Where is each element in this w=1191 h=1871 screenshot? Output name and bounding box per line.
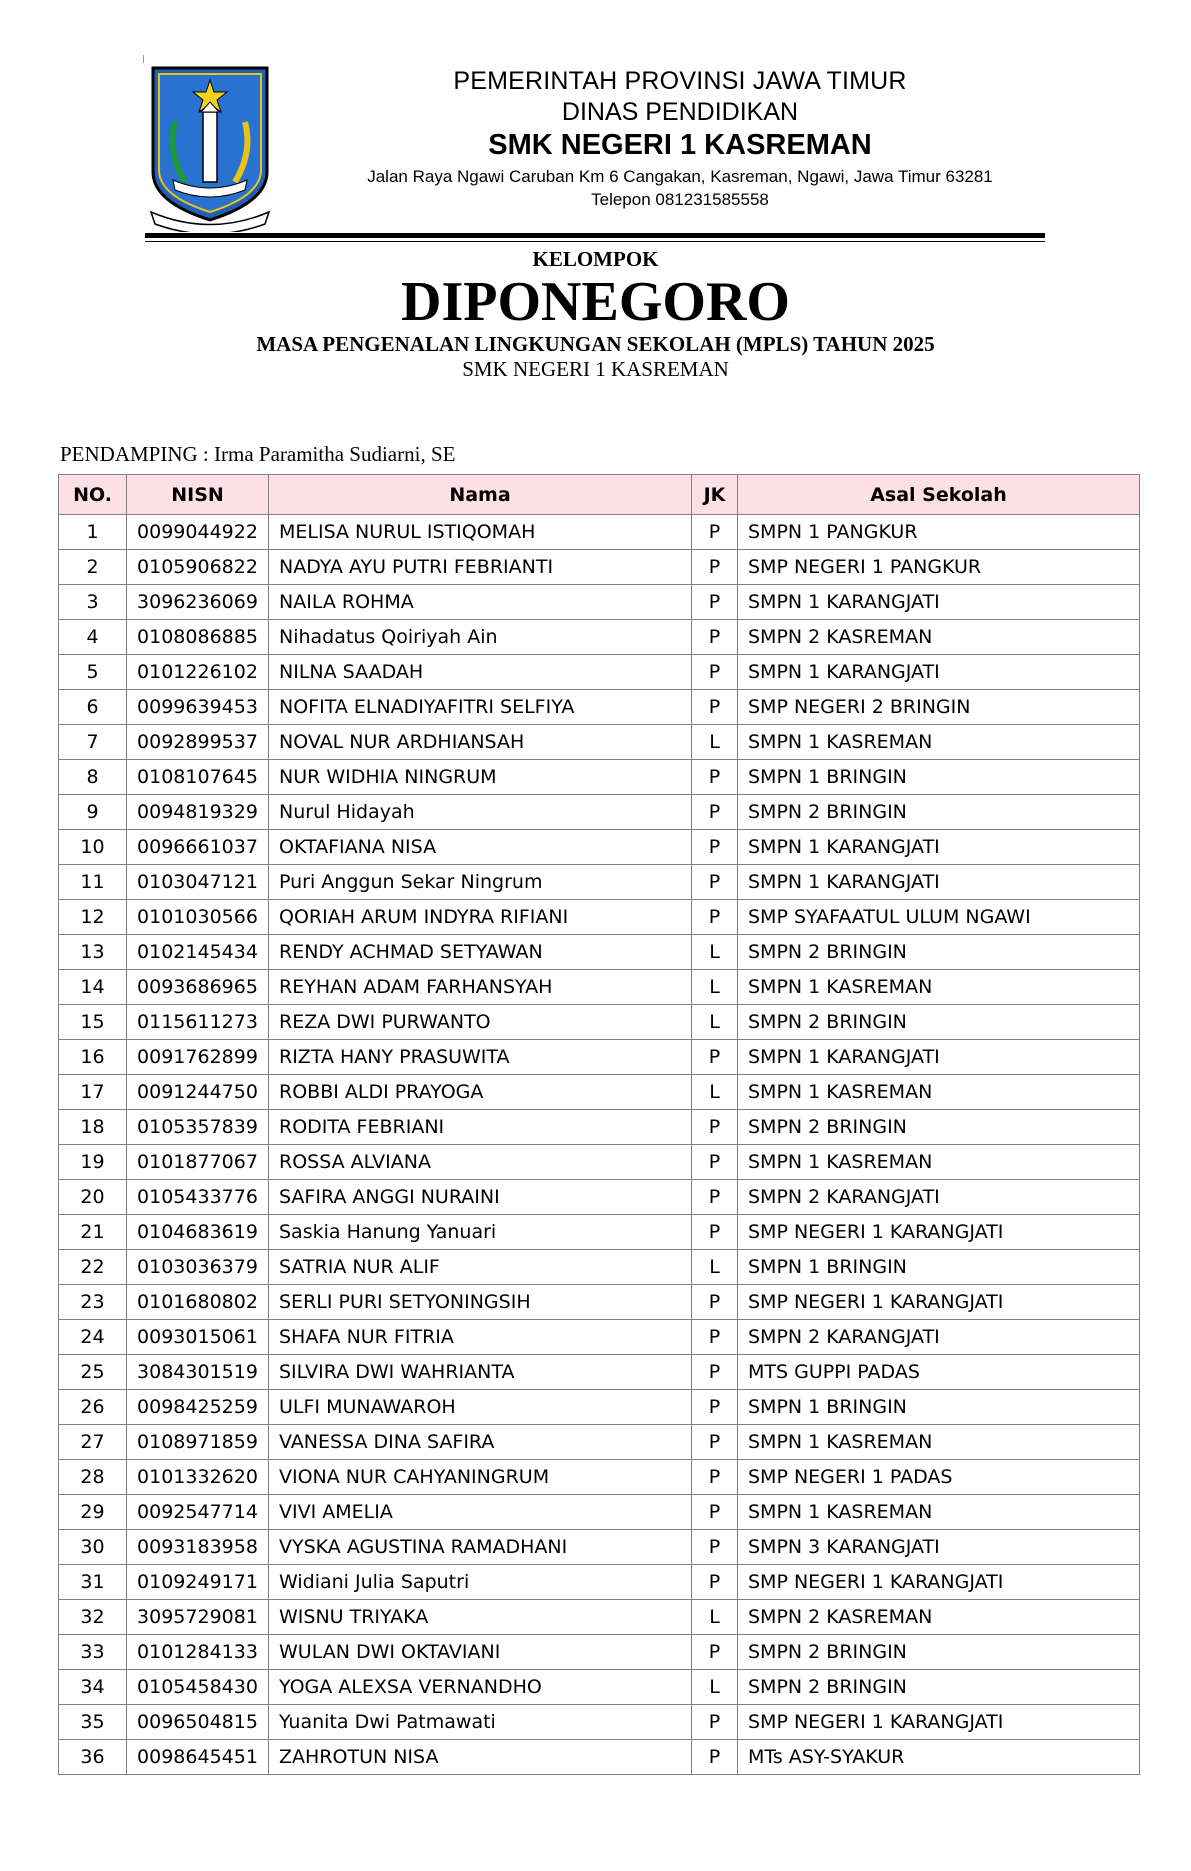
cell-nisn: 0099639453 xyxy=(127,690,269,725)
cell-jk: P xyxy=(692,655,738,690)
cell-jk: L xyxy=(692,1600,738,1635)
cell-asal-sekolah: SMPN 2 KARANGJATI xyxy=(738,1320,1140,1355)
cell-nisn: 0109249171 xyxy=(127,1565,269,1600)
cell-no: 11 xyxy=(59,865,127,900)
cell-nama: YOGA ALEXSA VERNANDHO xyxy=(269,1670,692,1705)
table-row xyxy=(59,830,1140,865)
cell-jk: P xyxy=(692,1565,738,1600)
cell-asal-sekolah: SMPN 1 KASREMAN xyxy=(738,1425,1140,1460)
cell-jk: P xyxy=(692,1425,738,1460)
cell-nama: ROBBI ALDI PRAYOGA xyxy=(269,1075,692,1110)
cell-nisn: 0099044922 xyxy=(127,515,269,550)
table-row xyxy=(59,1530,1140,1565)
cell-no: 4 xyxy=(59,620,127,655)
cell-no: 30 xyxy=(59,1530,127,1565)
cell-jk: P xyxy=(692,1180,738,1215)
student-roster-table xyxy=(58,474,1140,1775)
table-row xyxy=(59,690,1140,725)
cell-nama: Yuanita Dwi Patmawati xyxy=(269,1705,692,1740)
cell-jk: P xyxy=(692,585,738,620)
cell-nama: NAILA ROHMA xyxy=(269,585,692,620)
cell-nisn: 0101030566 xyxy=(127,900,269,935)
cell-nisn: 0094819329 xyxy=(127,795,269,830)
cell-nama: OKTAFIANA NISA xyxy=(269,830,692,865)
cell-jk: P xyxy=(692,1530,738,1565)
letterhead-line-school: SMK NEGERI 1 KASREMAN xyxy=(488,129,872,161)
cell-nama: WULAN DWI OKTAVIANI xyxy=(269,1635,692,1670)
cell-nisn: 0101332620 xyxy=(127,1460,269,1495)
cell-jk: L xyxy=(692,1670,738,1705)
letterhead xyxy=(330,66,1030,211)
document-heading xyxy=(0,246,1191,382)
cell-no: 16 xyxy=(59,1040,127,1075)
cell-nisn: 0101284133 xyxy=(127,1635,269,1670)
cell-nama: SHAFA NUR FITRIA xyxy=(269,1320,692,1355)
heading-kelompok: KELOMPOK xyxy=(532,247,659,271)
cell-asal-sekolah: SMPN 1 KARANGJATI xyxy=(738,1040,1140,1075)
cell-nama: NADYA AYU PUTRI FEBRIANTI xyxy=(269,550,692,585)
cell-jk: P xyxy=(692,1320,738,1355)
cell-asal-sekolah: SMPN 2 BRINGIN xyxy=(738,1005,1140,1040)
cell-jk: L xyxy=(692,1250,738,1285)
letterhead-divider-thin xyxy=(145,241,1045,242)
table-row xyxy=(59,935,1140,970)
cell-no: 33 xyxy=(59,1635,127,1670)
table-row xyxy=(59,1600,1140,1635)
cell-asal-sekolah: SMP NEGERI 2 BRINGIN xyxy=(738,690,1140,725)
cell-asal-sekolah: SMP NEGERI 1 PADAS xyxy=(738,1460,1140,1495)
cell-no: 10 xyxy=(59,830,127,865)
cell-no: 35 xyxy=(59,1705,127,1740)
cell-asal-sekolah: SMPN 1 KASREMAN xyxy=(738,1075,1140,1110)
cell-nisn: 0092547714 xyxy=(127,1495,269,1530)
cell-jk: P xyxy=(692,1495,738,1530)
table-row xyxy=(59,1390,1140,1425)
table-header-row xyxy=(59,475,1140,515)
cell-asal-sekolah: SMPN 1 KASREMAN xyxy=(738,1145,1140,1180)
cell-jk: P xyxy=(692,1040,738,1075)
table-row xyxy=(59,900,1140,935)
table-row xyxy=(59,585,1140,620)
cell-nisn: 0108086885 xyxy=(127,620,269,655)
table-row xyxy=(59,865,1140,900)
table-row xyxy=(59,550,1140,585)
table-row xyxy=(59,1460,1140,1495)
table-row xyxy=(59,1250,1140,1285)
cell-asal-sekolah: SMP NEGERI 1 KARANGJATI xyxy=(738,1705,1140,1740)
cell-no: 6 xyxy=(59,690,127,725)
cell-nama: VIONA NUR CAHYANINGRUM xyxy=(269,1460,692,1495)
cell-no: 26 xyxy=(59,1390,127,1425)
table-row xyxy=(59,1670,1140,1705)
cell-no: 3 xyxy=(59,585,127,620)
cell-no: 29 xyxy=(59,1495,127,1530)
cell-nisn: 0115611273 xyxy=(127,1005,269,1040)
column-header-jk: JK xyxy=(692,475,738,515)
cell-nisn: 0098645451 xyxy=(127,1740,269,1775)
cell-nama: WISNU TRIYAKA xyxy=(269,1600,692,1635)
cell-jk: P xyxy=(692,550,738,585)
table-row xyxy=(59,1355,1140,1390)
cell-jk: P xyxy=(692,515,738,550)
cell-no: 5 xyxy=(59,655,127,690)
cell-no: 7 xyxy=(59,725,127,760)
cell-nama: VIVI AMELIA xyxy=(269,1495,692,1530)
cell-nama: VYSKA AGUSTINA RAMADHANI xyxy=(269,1530,692,1565)
cell-asal-sekolah: SMPN 1 BRINGIN xyxy=(738,1390,1140,1425)
cell-nisn: 0108107645 xyxy=(127,760,269,795)
cell-no: 9 xyxy=(59,795,127,830)
cell-no: 18 xyxy=(59,1110,127,1145)
cell-asal-sekolah: SMPN 1 KASREMAN xyxy=(738,1495,1140,1530)
cell-no: 28 xyxy=(59,1460,127,1495)
cell-nama: SILVIRA DWI WAHRIANTA xyxy=(269,1355,692,1390)
cell-asal-sekolah: SMPN 2 KASREMAN xyxy=(738,620,1140,655)
cell-nama: NILNA SAADAH xyxy=(269,655,692,690)
cell-jk: L xyxy=(692,1075,738,1110)
cell-nisn: 0093015061 xyxy=(127,1320,269,1355)
cell-nama: RODITA FEBRIANI xyxy=(269,1110,692,1145)
table-row xyxy=(59,725,1140,760)
cell-nisn: 0105357839 xyxy=(127,1110,269,1145)
letterhead-address: Jalan Raya Ngawi Caruban Km 6 Cangakan, Kasreman, Ngawi, Jawa Timur 63281 xyxy=(367,167,993,186)
cell-asal-sekolah: SMPN 1 KARANGJATI xyxy=(738,655,1140,690)
table-row xyxy=(59,1075,1140,1110)
cell-nisn: 0092899537 xyxy=(127,725,269,760)
cell-jk: P xyxy=(692,620,738,655)
cell-nisn: 0091762899 xyxy=(127,1040,269,1075)
cell-jk: P xyxy=(692,830,738,865)
column-header-nama: Nama xyxy=(269,475,692,515)
cell-nama: Nihadatus Qoiriyah Ain xyxy=(269,620,692,655)
table-row xyxy=(59,1145,1140,1180)
cell-asal-sekolah: SMPN 1 PANGKUR xyxy=(738,515,1140,550)
table-row xyxy=(59,1005,1140,1040)
cell-asal-sekolah: SMPN 2 KASREMAN xyxy=(738,1600,1140,1635)
cell-no: 24 xyxy=(59,1320,127,1355)
cell-no: 21 xyxy=(59,1215,127,1250)
cell-nisn: 0103036379 xyxy=(127,1250,269,1285)
table-body xyxy=(59,515,1140,1775)
cell-no: 2 xyxy=(59,550,127,585)
column-header-nisn: NISN xyxy=(127,475,269,515)
cell-asal-sekolah: SMP NEGERI 1 PANGKUR xyxy=(738,550,1140,585)
cell-nama: QORIAH ARUM INDYRA RIFIANI xyxy=(269,900,692,935)
cell-asal-sekolah: SMPN 1 BRINGIN xyxy=(738,1250,1140,1285)
letterhead-phone: Telepon 081231585558 xyxy=(591,190,769,209)
cell-nisn: 3096236069 xyxy=(127,585,269,620)
cell-no: 22 xyxy=(59,1250,127,1285)
table-row xyxy=(59,1635,1140,1670)
margin-mark xyxy=(143,55,144,63)
cell-asal-sekolah: SMPN 2 BRINGIN xyxy=(738,1110,1140,1145)
cell-nisn: 0096504815 xyxy=(127,1705,269,1740)
cell-jk: L xyxy=(692,725,738,760)
cell-no: 20 xyxy=(59,1180,127,1215)
cell-asal-sekolah: SMP NEGERI 1 KARANGJATI xyxy=(738,1285,1140,1320)
cell-jk: P xyxy=(692,900,738,935)
table-row xyxy=(59,655,1140,690)
cell-asal-sekolah: MTs ASY-SYAKUR xyxy=(738,1740,1140,1775)
cell-nama: NOVAL NUR ARDHIANSAH xyxy=(269,725,692,760)
cell-no: 13 xyxy=(59,935,127,970)
cell-nisn: 0101226102 xyxy=(127,655,269,690)
table-row xyxy=(59,515,1140,550)
cell-no: 25 xyxy=(59,1355,127,1390)
cell-nama: VANESSA DINA SAFIRA xyxy=(269,1425,692,1460)
table-row xyxy=(59,1565,1140,1600)
cell-asal-sekolah: SMPN 1 KARANGJATI xyxy=(738,865,1140,900)
cell-asal-sekolah: SMPN 2 BRINGIN xyxy=(738,1635,1140,1670)
cell-jk: P xyxy=(692,795,738,830)
cell-asal-sekolah: SMPN 1 KASREMAN xyxy=(738,970,1140,1005)
cell-jk: P xyxy=(692,1740,738,1775)
cell-jk: P xyxy=(692,1215,738,1250)
cell-no: 8 xyxy=(59,760,127,795)
letterhead-line-agency: DINAS PENDIDIKAN xyxy=(561,98,799,126)
cell-asal-sekolah: SMPN 3 KARANGJATI xyxy=(738,1530,1140,1565)
cell-no: 19 xyxy=(59,1145,127,1180)
cell-no: 12 xyxy=(59,900,127,935)
table-row xyxy=(59,620,1140,655)
cell-nisn: 0098425259 xyxy=(127,1390,269,1425)
cell-nisn: 0105906822 xyxy=(127,550,269,585)
cell-nama: SAFIRA ANGGI NURAINI xyxy=(269,1180,692,1215)
cell-nama: NOFITA ELNADIYAFITRI SELFIYA xyxy=(269,690,692,725)
cell-jk: P xyxy=(692,1705,738,1740)
cell-nisn: 0104683619 xyxy=(127,1215,269,1250)
cell-jk: L xyxy=(692,935,738,970)
cell-jk: P xyxy=(692,1635,738,1670)
cell-jk: P xyxy=(692,1110,738,1145)
cell-jk: P xyxy=(692,1145,738,1180)
heading-school: SMK NEGERI 1 KASREMAN xyxy=(462,357,729,381)
cell-no: 23 xyxy=(59,1285,127,1320)
cell-jk: P xyxy=(692,1460,738,1495)
cell-jk: L xyxy=(692,1005,738,1040)
table-row xyxy=(59,1285,1140,1320)
table-row xyxy=(59,970,1140,1005)
cell-nama: ZAHROTUN NISA xyxy=(269,1740,692,1775)
cell-nisn: 3084301519 xyxy=(127,1355,269,1390)
column-header-no: NO. xyxy=(59,475,127,515)
cell-nisn: 0101680802 xyxy=(127,1285,269,1320)
letterhead-divider-thick xyxy=(145,233,1045,238)
cell-nisn: 0105458430 xyxy=(127,1670,269,1705)
cell-asal-sekolah: SMPN 2 KARANGJATI xyxy=(738,1180,1140,1215)
column-header-asal-sekolah: Asal Sekolah xyxy=(738,475,1140,515)
cell-nama: Widiani Julia Saputri xyxy=(269,1565,692,1600)
cell-nisn: 0093183958 xyxy=(127,1530,269,1565)
heading-group-name: DIPONEGORO xyxy=(401,271,790,333)
cell-nama: RENDY ACHMAD SETYAWAN xyxy=(269,935,692,970)
heading-event: MASA PENGENALAN LINGKUNGAN SEKOLAH (MPLS) TAHUN 2025 xyxy=(256,332,935,356)
table-row xyxy=(59,1705,1140,1740)
cell-asal-sekolah: SMPN 2 BRINGIN xyxy=(738,795,1140,830)
table-row xyxy=(59,1740,1140,1775)
cell-asal-sekolah: SMPN 1 KASREMAN xyxy=(738,725,1140,760)
cell-jk: P xyxy=(692,865,738,900)
cell-asal-sekolah: SMPN 2 BRINGIN xyxy=(738,935,1140,970)
cell-nisn: 0091244750 xyxy=(127,1075,269,1110)
cell-no: 34 xyxy=(59,1670,127,1705)
pendamping-line: PENDAMPING : Irma Paramitha Sudiarni, SE xyxy=(60,442,456,466)
jawa-timur-emblem-icon xyxy=(145,62,275,232)
table-row xyxy=(59,1425,1140,1460)
cell-nama: REYHAN ADAM FARHANSYAH xyxy=(269,970,692,1005)
cell-nama: Puri Anggun Sekar Ningrum xyxy=(269,865,692,900)
letterhead-line-government: PEMERINTAH PROVINSI JAWA TIMUR xyxy=(453,67,907,95)
cell-nama: RIZTA HANY PRASUWITA xyxy=(269,1040,692,1075)
cell-nisn: 0105433776 xyxy=(127,1180,269,1215)
cell-asal-sekolah: SMPN 1 KARANGJATI xyxy=(738,585,1140,620)
cell-no: 14 xyxy=(59,970,127,1005)
cell-nisn: 0103047121 xyxy=(127,865,269,900)
table-row xyxy=(59,1040,1140,1075)
cell-asal-sekolah: SMP NEGERI 1 KARANGJATI xyxy=(738,1565,1140,1600)
cell-nama: NUR WIDHIA NINGRUM xyxy=(269,760,692,795)
cell-asal-sekolah: SMPN 1 BRINGIN xyxy=(738,760,1140,795)
cell-jk: P xyxy=(692,1285,738,1320)
table-row xyxy=(59,760,1140,795)
cell-no: 31 xyxy=(59,1565,127,1600)
cell-nama: SATRIA NUR ALIF xyxy=(269,1250,692,1285)
cell-nama: ULFI MUNAWAROH xyxy=(269,1390,692,1425)
cell-no: 27 xyxy=(59,1425,127,1460)
table-row xyxy=(59,1320,1140,1355)
cell-nisn: 0102145434 xyxy=(127,935,269,970)
cell-nama: ROSSA ALVIANA xyxy=(269,1145,692,1180)
cell-nisn: 0096661037 xyxy=(127,830,269,865)
cell-asal-sekolah: SMP NEGERI 1 KARANGJATI xyxy=(738,1215,1140,1250)
table-row xyxy=(59,1180,1140,1215)
cell-nama: REZA DWI PURWANTO xyxy=(269,1005,692,1040)
cell-jk: L xyxy=(692,970,738,1005)
cell-asal-sekolah: SMPN 2 BRINGIN xyxy=(738,1670,1140,1705)
table-row xyxy=(59,1215,1140,1250)
cell-nama: Nurul Hidayah xyxy=(269,795,692,830)
cell-no: 15 xyxy=(59,1005,127,1040)
cell-asal-sekolah: MTS GUPPI PADAS xyxy=(738,1355,1140,1390)
cell-nisn: 0108971859 xyxy=(127,1425,269,1460)
cell-jk: P xyxy=(692,690,738,725)
cell-no: 17 xyxy=(59,1075,127,1110)
cell-nama: MELISA NURUL ISTIQOMAH xyxy=(269,515,692,550)
cell-nisn: 0093686965 xyxy=(127,970,269,1005)
cell-jk: P xyxy=(692,1355,738,1390)
cell-nama: Saskia Hanung Yanuari xyxy=(269,1215,692,1250)
cell-nisn: 3095729081 xyxy=(127,1600,269,1635)
cell-no: 32 xyxy=(59,1600,127,1635)
table-row xyxy=(59,795,1140,830)
cell-jk: P xyxy=(692,760,738,795)
cell-no: 1 xyxy=(59,515,127,550)
cell-asal-sekolah: SMPN 1 KARANGJATI xyxy=(738,830,1140,865)
cell-nisn: 0101877067 xyxy=(127,1145,269,1180)
table-row xyxy=(59,1110,1140,1145)
table-row xyxy=(59,1495,1140,1530)
cell-no: 36 xyxy=(59,1740,127,1775)
cell-nama: SERLI PURI SETYONINGSIH xyxy=(269,1285,692,1320)
cell-asal-sekolah: SMP SYAFAATUL ULUM NGAWI xyxy=(738,900,1140,935)
cell-jk: P xyxy=(692,1390,738,1425)
